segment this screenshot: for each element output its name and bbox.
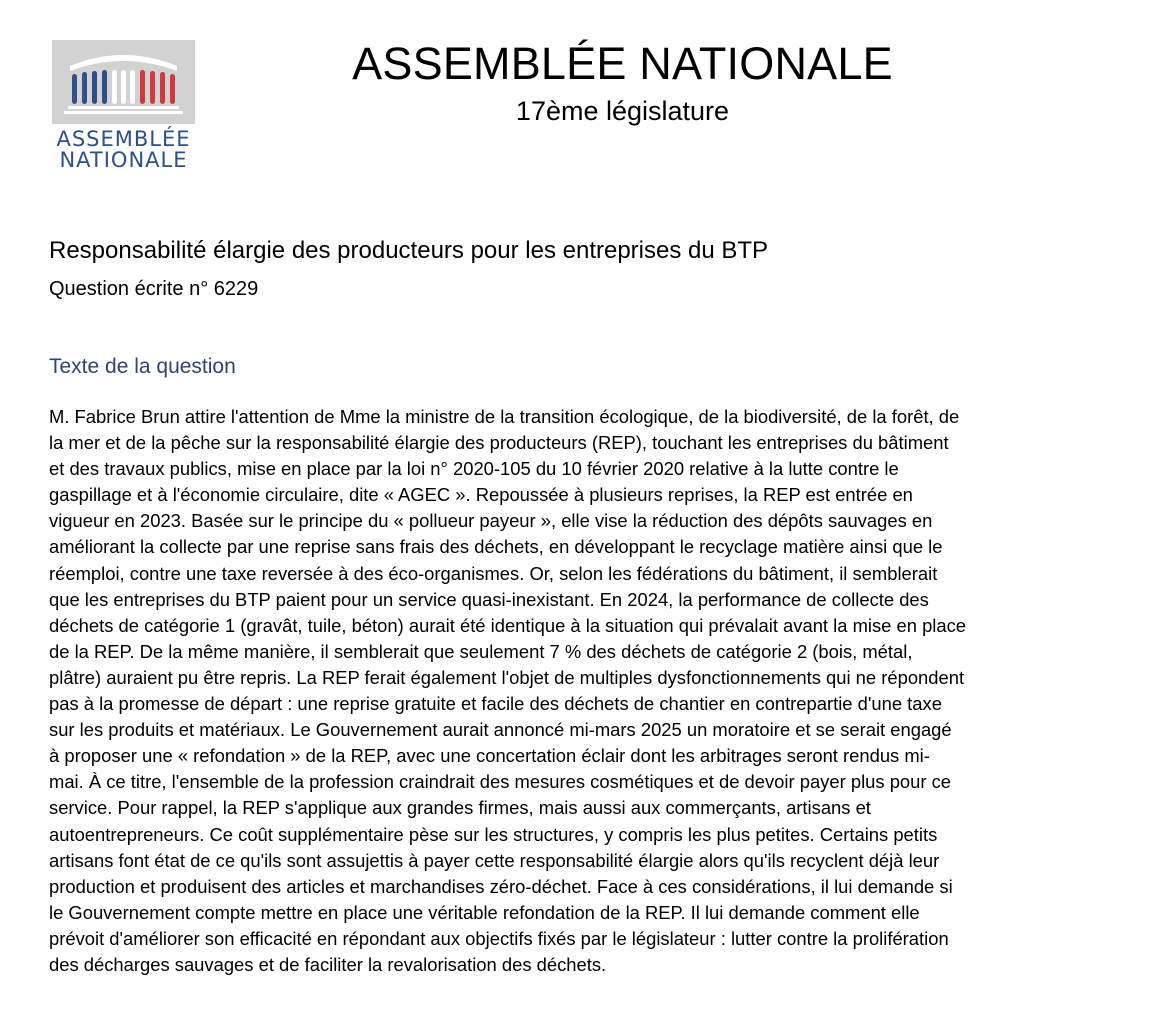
logo-text-line2: NATIONALE	[59, 148, 188, 172]
body-line: réemploi, contre une taxe reversée à des éco-organismes. Or, selon les fédérations du bâtiment, il semblerait	[49, 562, 938, 584]
body-line: sur les produits et matériaux. Le Gouvernement aurait annoncé mi-mars 2025 un moratoire et se serait engagé	[49, 719, 952, 741]
body-line: vigueur en 2023. Basée sur le principe du « pollueur payeur », elle vise la réduction des dépôts sauvages en	[49, 510, 933, 532]
body-line: et des travaux publics, mise en place par la loi n° 2020-105 du 10 février 2020 relative à la lutte contre le	[49, 458, 899, 480]
hemicycle-emblem-icon	[52, 40, 195, 124]
logo-text-line1: ASSEMBLÉE	[56, 127, 191, 151]
question-number: Question écrite n° 6229	[49, 278, 259, 300]
section-heading: Texte de la question	[49, 355, 236, 378]
page-title: ASSEMBLÉE NATIONALE	[352, 38, 893, 89]
body-line: prévoit d'améliorer son efficacité en répondant aux objectifs fixés par le législateur : lutter contre la prolifération	[49, 927, 949, 949]
body-line: améliorant la collecte par une reprise sans frais des déchets, en développant le recyclage matière ainsi que le	[49, 536, 943, 558]
body-line: déchets de catégorie 1 (gravât, tuile, béton) aurait été identique à la situation qui prévalait avant la mise en place	[49, 614, 967, 636]
body-line: mai. À ce titre, l'ensemble de la profession craindrait des mesures cosmétiques et de devoir payer plus pour ce	[49, 771, 952, 793]
body-line: pas à la promesse de départ : une reprise gratuite et facile des déchets de chantier en contrepartie d'une taxe	[49, 693, 942, 715]
body-line: des décharges sauvages et de faciliter la revalorisation des déchets.	[49, 953, 607, 975]
body-line: service. Pour rappel, la REP s'applique aux grandes firmes, mais aussi aux commerçants, artisans et	[49, 797, 871, 819]
body-line: que les entreprises du BTP paient pour un service quasi-inexistant. En 2024, la performance de collecte des	[49, 588, 929, 610]
body-line: production et produisent des articles et marchandises zéro-déchet. Face à ces considérations, il lui demande si	[49, 875, 953, 897]
body-line: plâtre) auraient pu être repris. La REP ferait également l'objet de multiples dysfonctionnements qui ne répondent	[49, 666, 965, 688]
body-line: à proposer une « refondation » de la REP, avec une concertation éclair dont les arbitrages seront rendus mi-	[49, 745, 930, 767]
body-line: gaspillage et à l'économie circulaire, dite « AGEC ». Repoussée à plusieurs reprises, la REP est entrée en	[49, 484, 913, 506]
question-body	[49, 404, 1139, 978]
body-line: M. Fabrice Brun attire l'attention de Mme la ministre de la transition écologique, de la biodiversité, de la forêt, de	[49, 406, 960, 427]
body-line: le Gouvernement compte mettre en place une véritable refondation de la REP. Il lui demande comment elle	[49, 901, 920, 923]
assemblee-nationale-logo	[52, 40, 196, 174]
body-line: autoentrepreneurs. Ce coût supplémentaire pèse sur les structures, y compris les plus petites. Certains petits	[49, 823, 938, 845]
body-line: la mer et de la pêche sur la responsabilité élargie des producteurs (REP), touchant les entreprises du bâtiment	[49, 432, 949, 454]
question-title: Responsabilité élargie des producteurs pour les entreprises du BTP	[49, 237, 769, 264]
legislature-subtitle: 17ème législature	[515, 96, 730, 126]
body-line: de la REP. De la même manière, il semblerait que seulement 7 % des déchets de catégorie 2 (bois, métal,	[49, 640, 913, 662]
body-line: artisans font état de ce qu'ils sont assujettis à payer cette responsabilité élargie alors qu'ils recyclent déjà leur	[49, 849, 940, 871]
